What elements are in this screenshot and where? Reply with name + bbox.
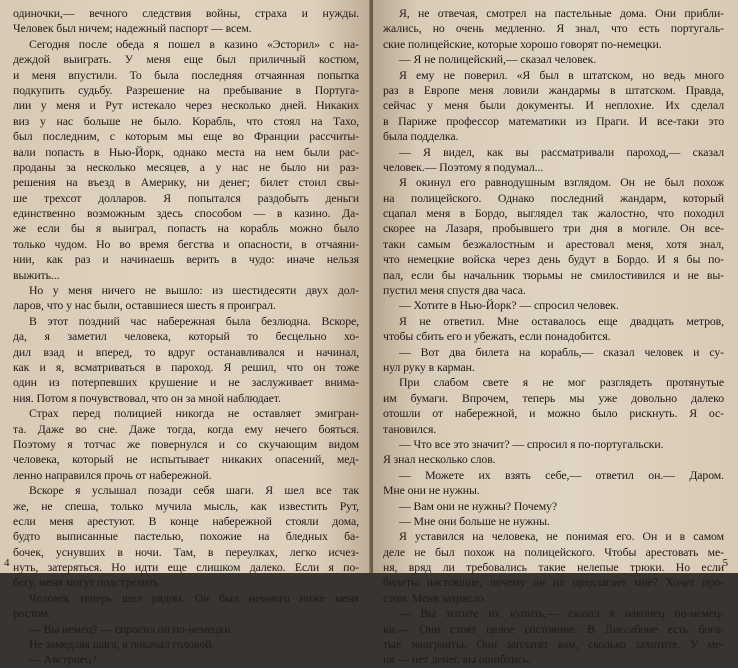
- text-line: подкупить судьбу. Разрешение на пребывание в Португа-: [13, 82, 359, 97]
- text-line: человек.— Поэтому я подумал...: [383, 159, 544, 174]
- text-line: Я знал несколько слов.: [383, 452, 496, 467]
- text-line: был последним, с которым мы еще во Франции рассчиты-: [13, 129, 359, 144]
- text-line: Не замедляя шага, я покачал головой.: [29, 637, 215, 652]
- text-line: тановился.: [383, 421, 437, 436]
- text-line: билеты настоящие, почему он их предлагает мне? Хочет про-: [383, 575, 724, 590]
- text-line: В этот поздний час набережная была безлюдна. Вскоре,: [29, 313, 359, 328]
- text-line: деле не был похож на полицейского. Чтобы арестовать ме-: [383, 544, 724, 559]
- text-line: если меня арестуют. В конце набережной стояли дома,: [13, 513, 359, 528]
- text-line: же если бы я выиграл, попасть на корабль можно было: [13, 221, 359, 236]
- text-line: человека, который не испытывает никаких опасений, мед-: [13, 452, 359, 467]
- text-line: им бумаги. Впрочем, теперь мы уже довольно далеко: [383, 390, 724, 405]
- text-line: — Я не полицейский,— сказал человек.: [399, 52, 597, 67]
- text-line: раз в Европе меня ловили жандармы в штатском. Правда,: [383, 82, 724, 97]
- text-line: нии, как раз и начинаешь верить в чудо: иначе нельзя: [13, 252, 359, 267]
- text-line: — Я видел, как вы рассматривали пароход,— сказал: [399, 144, 724, 159]
- text-line: та. Даже во сне. Даже тогда, когда ему нечего бояться.: [13, 421, 359, 436]
- text-line: Поэтому я тотчас же повернулся и со скучающим видом: [13, 436, 359, 451]
- text-line: вали попасть в Нью-Йорк, однако места на нем были рас-: [13, 144, 359, 159]
- left-page-number: 4: [4, 557, 10, 569]
- text-line: — Мне они больше не нужны.: [399, 513, 550, 528]
- text-line: нул руку в карман.: [383, 359, 475, 374]
- text-line: ния. Потом я почувствовал, что он за мной наблюдает.: [13, 390, 281, 405]
- text-line: стом. Меня затрясло.: [383, 590, 487, 605]
- text-line: как и я, всматриваться в пароход. Я решил, что он тоже: [13, 359, 359, 374]
- text-line: таки самым безжалостным и арестовал меня, хотя знал,: [383, 236, 724, 251]
- text-line: дил взад и вперед, то вдруг останавливался и начинал,: [13, 344, 359, 359]
- text-line: ше трехсот долларов. Я попытался раздобыть деньги: [13, 190, 359, 205]
- text-line: же, не спеша, только мучила мысль, как известить Рут,: [13, 498, 359, 513]
- right-page-number: 5: [722, 557, 728, 569]
- text-line: — Вы немец? — спросил он по-немецки.: [29, 621, 234, 636]
- text-line: один из потерпевших крушение и не заслуживает внима-: [13, 375, 359, 390]
- text-line: в Париже профессор математики из Праги. И все-таки это: [383, 113, 724, 128]
- text-line: Я не ответил. Мне оставалось еще двадцать метров,: [399, 313, 724, 328]
- text-line: нуть, затеряться. Но идти еще слишком далеко. Если я по-: [13, 560, 359, 575]
- text-line: Я окинул его равнодушным взглядом. Он не был похож: [399, 175, 724, 190]
- text-line: бегу, меня могут подстрелить.: [13, 575, 162, 590]
- text-line: ки.— Они стоят целое состояние. В Лиссабоне есть бога-: [383, 621, 724, 636]
- text-line: — Австриец?: [29, 652, 97, 667]
- text-line: сцапал меня в Бордо, выглядел так жалостно, что походил: [383, 206, 724, 221]
- text-line: да, я заметил человека, который то бесцельно хо-: [13, 329, 359, 344]
- text-line: виз у нас больше не было. Корабль, что стоял на Тахо,: [13, 113, 359, 128]
- text-line: только чудом. Но во время бегства и опасности, в отчаяни-: [13, 236, 359, 251]
- text-line: отошли от набережной, и можно было рискнуть. Я ос-: [383, 406, 724, 421]
- text-line: пал, если бы начальник тюрьмы не смилостивился и не вы-: [383, 267, 724, 282]
- text-line: Мне они не нужны.: [383, 483, 480, 498]
- text-line: будто выписанные пастелью, похожие на бледных ба-: [13, 529, 359, 544]
- text-line: выжить...: [13, 267, 60, 282]
- text-line: бочек, уснувших в ночи. Там, в переулках, легко исчез-: [13, 544, 359, 559]
- text-line: была подделка.: [383, 129, 459, 144]
- text-line: решения на въезд в Америку, ни денег; билет стоил свы-: [13, 175, 359, 190]
- text-line: деждой выиграть. У меня еще был приличный костюм,: [13, 52, 359, 67]
- text-line: чтобы сбить его и убежать, если понадобится.: [383, 329, 611, 344]
- text-line: — Хотите в Нью-Йорк? — спросил человек.: [399, 298, 619, 313]
- text-line: лии у меня и Рут истекало через несколько дней. Никаких: [13, 98, 359, 113]
- text-line: Человек был ничем; надежный паспорт — всем.: [13, 21, 252, 36]
- text-line: Сегодня после обеда я пошел в казино «Эсторил» с на-: [29, 36, 359, 51]
- text-line: Человек теперь шел рядом. Он был немного ниже меня: [29, 590, 359, 605]
- text-line: скорее на Лазаря, пробывшего три дня в могиле. Он все-: [383, 221, 724, 236]
- text-line: Вскоре я услышал позади себя шаги. Я шел все так: [29, 483, 359, 498]
- text-line: жались, но очень медленно. Я знал, что есть португаль-: [383, 21, 724, 36]
- text-line: одиночки,— вечного следствия войны, страха и нужды.: [13, 6, 359, 20]
- text-line: проданы за несколько месяцев, а у нас не было ни раз-: [13, 159, 359, 174]
- text-line: Я ему не поверил. «Я был в штатском, но ведь много: [399, 67, 724, 82]
- text-line: — Вам они не нужны? Почему?: [399, 498, 558, 513]
- text-line: что немецкие войска через день будут в Бордо. И я бы по-: [383, 252, 724, 267]
- right-page: [373, 0, 738, 667]
- text-line: ня — нет денег, вы ошиблись.: [383, 652, 531, 667]
- text-line: — Можете их взять себе,— ответил он.— Даром.: [399, 467, 724, 482]
- text-line: ростом.: [13, 606, 51, 621]
- text-line: на полицейского. Однако последний жандарм, который: [383, 190, 724, 205]
- text-line: Я, не отвечая, смотрел на пастельные дома. Они прибли-: [399, 6, 724, 20]
- text-line: сейчас у меня были документы. И неплохие. Их сделал: [383, 98, 724, 113]
- text-line: Страх перед полицией никогда не оставляет эмигран-: [29, 406, 359, 421]
- text-line: ня, вряд ли требовались такие нелепые трюки. Но если: [383, 560, 724, 575]
- text-line: ские полицейские, которые хорошо говорят по-немецки.: [383, 36, 662, 51]
- text-line: ларов, что у нас были, оставшиеся шесть я проиграл.: [13, 298, 276, 313]
- text-line: ленно направился прочь от набережной.: [13, 467, 212, 482]
- text-line: Но у меня ничего не вышло: из шестидесяти двух дол-: [29, 283, 359, 298]
- text-line: Я уставился на человека, не понимая его. Он и в самом: [399, 529, 724, 544]
- left-page-text: [13, 6, 359, 668]
- text-line: пустил меня спустя два часа.: [383, 283, 526, 298]
- text-line: тые эмигранты. Они заплатят вам, сколько захотите. У ме-: [383, 637, 724, 652]
- text-line: единственно возможным здесь способом — в казино. Да-: [13, 206, 359, 221]
- right-page-text: [383, 6, 724, 668]
- text-line: При слабом свете я не мог разглядеть протянутые: [399, 375, 724, 390]
- text-line: — Вы хотите их купить,— сказал я наконец по-немец-: [399, 606, 724, 621]
- text-line: и меня впустили. То была последняя отчаянная попытка: [13, 67, 359, 82]
- text-line: — Что все это значит? — спросил я по-португальски.: [399, 436, 664, 451]
- text-line: — Вот два билета на корабль,— сказал человек и су-: [399, 344, 724, 359]
